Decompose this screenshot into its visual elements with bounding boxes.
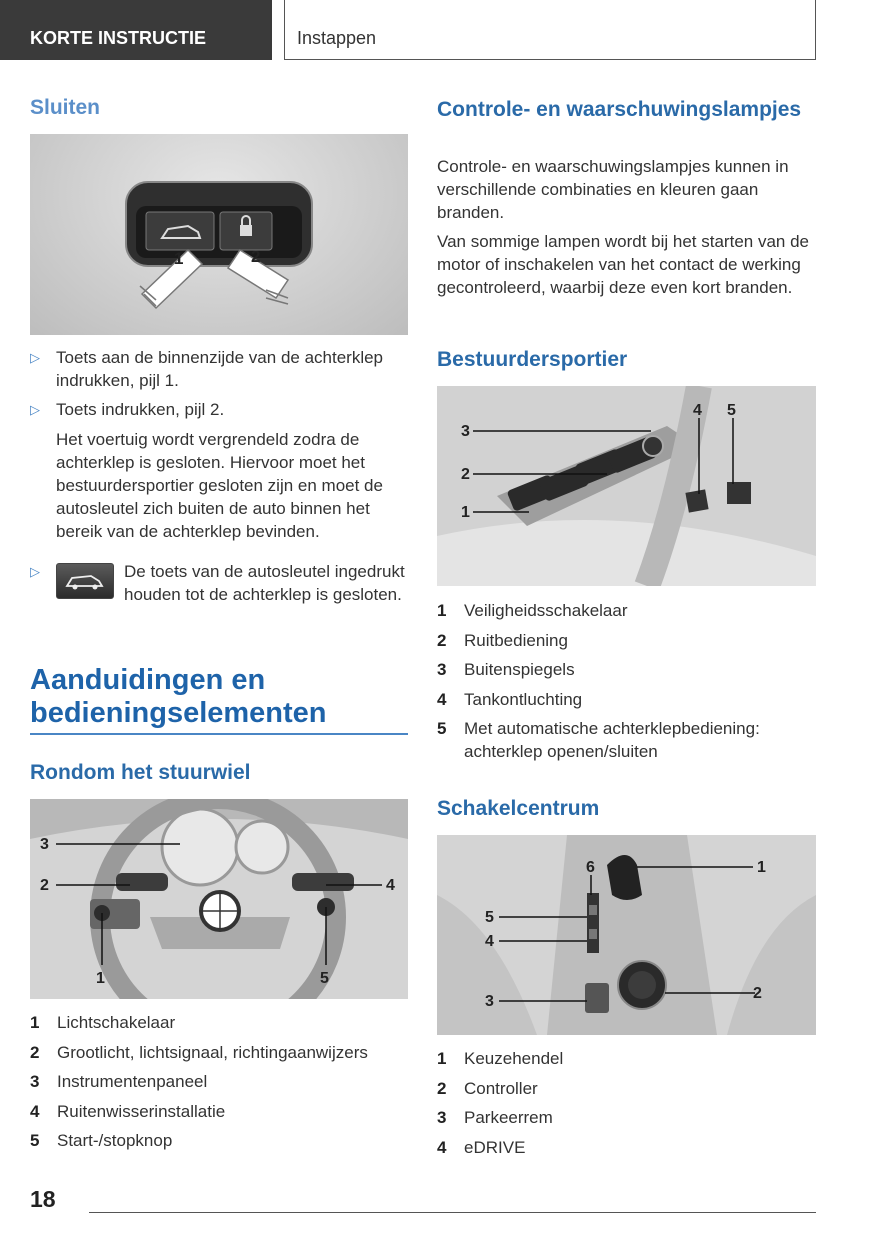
list-item-number: 3 [30, 1072, 40, 1091]
portier-list [437, 599, 816, 770]
list-item-text: Lichtschakelaar [57, 1013, 176, 1032]
list-item-number: 5 [437, 719, 447, 738]
driver-door-illustration [437, 386, 816, 586]
list-item-number: 2 [30, 1042, 40, 1062]
list-item [437, 688, 816, 711]
console-label-3: 3 [485, 993, 494, 1010]
wheel-label-4: 4 [386, 877, 395, 894]
tailgate-buttons-figure [30, 134, 408, 335]
list-item-text: eDRIVE [464, 1137, 526, 1157]
portier-heading: Bestuurdersportier [437, 348, 628, 371]
bullet-triangle-icon: ▷ [30, 564, 40, 579]
door-label-2: 2 [461, 466, 470, 483]
section-tab-label: Instappen [297, 28, 377, 48]
list-item-number: 3 [437, 1108, 447, 1127]
console-label-4: 4 [485, 933, 494, 950]
list-item [30, 1070, 408, 1093]
list-item-number: 1 [437, 601, 447, 620]
list-item-text: Ruitenwisserinstallatie [57, 1101, 226, 1121]
list-item-text: Controller [464, 1078, 538, 1098]
console-label-1: 1 [757, 859, 766, 876]
list-item [437, 1136, 816, 1159]
list-item [30, 1100, 408, 1123]
list-item-text: Tankontluchting [464, 689, 583, 709]
list-item-number: 2 [437, 1078, 447, 1098]
steering-wheel-figure [30, 799, 408, 999]
list-item [437, 1047, 816, 1070]
list-item-text: Buitenspiegels [464, 660, 575, 679]
schakel-heading: Schakelcentrum [437, 797, 600, 820]
door-label-5: 5 [727, 402, 736, 419]
list-item-number: 2 [437, 630, 447, 650]
list-item-text: Met automatische achterklepbediening: achterklep openen/sluiten [464, 719, 760, 761]
page-number: 18 [30, 1186, 56, 1212]
controle-paragraph-1: Controle- en waarschuwingslampjes kunnen in verschillende combinaties en kleuren gaan branden. [437, 157, 789, 222]
chapter-tab-label: KORTE INSTRUCTIE [30, 28, 207, 48]
console-label-6: 6 [586, 859, 595, 876]
door-label-3: 3 [461, 423, 470, 440]
list-item-number: 1 [30, 1013, 40, 1032]
steering-wheel-illustration [30, 799, 408, 999]
wheel-label-2: 2 [40, 877, 49, 894]
sluiten-bullet-2 [30, 398, 408, 421]
sluiten-label-1: 1 [174, 249, 184, 268]
stuurwiel-heading: Rondom het stuurwiel [30, 761, 251, 784]
list-item-number: 1 [437, 1049, 447, 1068]
wheel-label-1: 1 [96, 970, 105, 987]
list-item [30, 1129, 408, 1152]
gear-console-illustration [437, 835, 816, 1035]
wheel-label-5: 5 [320, 970, 329, 987]
section-divider [30, 733, 408, 735]
list-item [437, 1106, 816, 1129]
sluiten-bullet-1-text: Toets aan de binnenzijde van de achterklep indrukken, pijl 1. [56, 348, 384, 390]
list-item [437, 717, 816, 763]
wheel-label-3: 3 [40, 836, 49, 853]
list-item [437, 599, 816, 622]
stuurwiel-list [30, 1011, 408, 1159]
list-item-number: 4 [30, 1101, 40, 1121]
sluiten-label-2: 2 [251, 247, 261, 266]
list-item-text: Veiligheidsschakelaar [464, 601, 628, 620]
controle-heading: Controle- en waarschuwingslampjes [437, 98, 802, 121]
door-label-4: 4 [693, 402, 702, 419]
list-item-text: Instrumentenpaneel [57, 1072, 208, 1091]
list-item-number: 5 [30, 1131, 40, 1150]
sluiten-key-bullet-text: De toets van de autosleutel ingedrukt houden tot de achterklep is gesloten. [124, 562, 405, 604]
sluiten-paragraph: Het voertuig wordt vergrendeld zodra de achterklep is gesloten. Hiervoor moet het bestuurdersportier gesloten zijn en moet de autosleutel zich buiten de auto binnen het bereik van de achterklep bevinden. [56, 430, 383, 541]
list-item [437, 658, 816, 681]
footer-rule [89, 1212, 816, 1213]
list-item-number: 4 [437, 1137, 447, 1157]
list-item-text: Start-/stopknop [57, 1131, 173, 1150]
bullet-triangle-icon: ▷ [30, 402, 40, 417]
list-item-text: Ruitbediening [464, 630, 568, 650]
console-label-5: 5 [485, 909, 494, 926]
list-item-text: Keuzehendel [464, 1049, 564, 1068]
section-tab [284, 0, 816, 60]
schakel-list [437, 1047, 816, 1165]
chapter-tab [0, 0, 272, 60]
sluiten-bullet-1 [30, 346, 408, 392]
controle-paragraph-2: Van sommige lampen wordt bij het starten van de motor of inschakelen van het contact de werking gecontroleerd, waarbij deze even kort branden. [437, 232, 809, 297]
list-item [30, 1041, 408, 1064]
sluiten-heading: Sluiten [30, 96, 101, 119]
list-item-number: 4 [437, 689, 447, 709]
car-tailgate-icon [57, 564, 112, 597]
driver-door-figure [437, 386, 816, 586]
key-tailgate-icon [56, 563, 114, 599]
bullet-triangle-icon: ▷ [30, 350, 40, 365]
list-item [30, 1011, 408, 1034]
gear-console-figure [437, 835, 816, 1035]
list-item [437, 1077, 816, 1100]
aanduidingen-heading: Aanduidingen en bedieningselementen [30, 664, 327, 729]
list-item-text: Grootlicht, lichtsignaal, richtingaanwijzers [57, 1042, 368, 1062]
door-label-1: 1 [461, 504, 470, 521]
sluiten-bullet-2-text: Toets indrukken, pijl 2. [56, 400, 225, 419]
list-item [437, 629, 816, 652]
list-item-number: 3 [437, 660, 447, 679]
console-label-2: 2 [753, 985, 762, 1002]
tailgate-buttons-illustration [30, 134, 408, 335]
list-item-text: Parkeerrem [464, 1108, 553, 1127]
